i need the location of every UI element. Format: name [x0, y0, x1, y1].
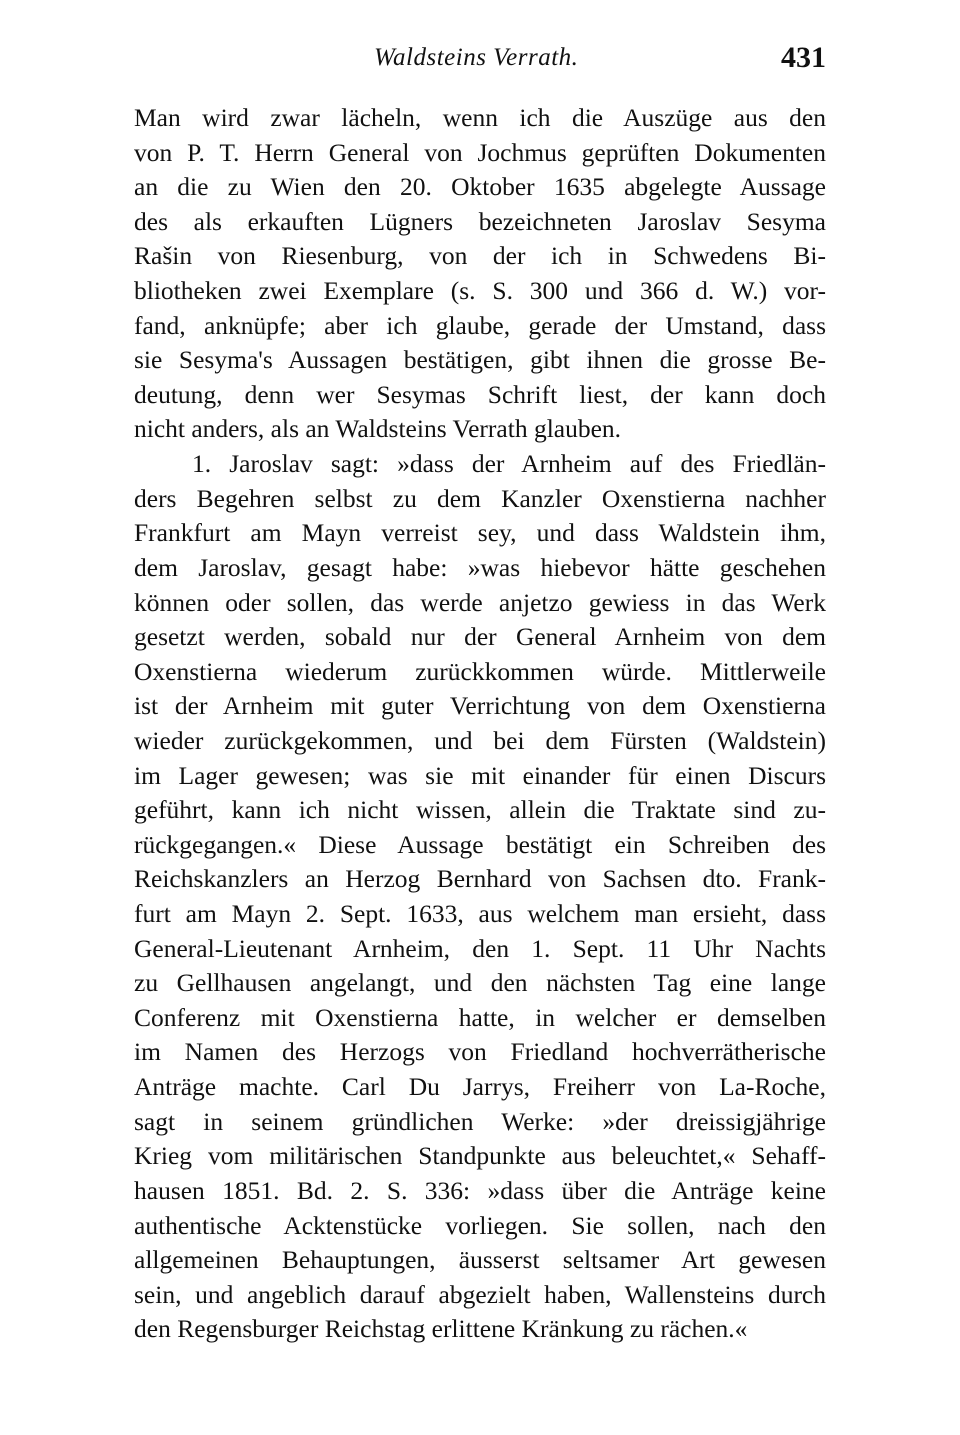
- text-line: ist der Arnheim mit guter Verrichtung von dem Oxenstierna: [134, 691, 826, 721]
- text-line: rückgegangen.« Diese Aussage bestätigt ein Schreiben des: [134, 829, 826, 859]
- text-line: Man wird zwar lächeln, wenn ich die Auszüge aus den: [134, 103, 826, 132]
- text-line: Anträge machte. Carl Du Jarrys, Freiherr von La-Roche,: [134, 1072, 826, 1102]
- text-line: Oxenstierna wiederum zurückkommen würde. Mittlerweile: [134, 656, 826, 686]
- text-line: Frankfurt am Mayn verreist sey, und dass Waldstein ihm,: [134, 518, 826, 548]
- text-line: General-Lieutenant Arnheim, den 1. Sept. 11 Uhr Nachts: [134, 933, 826, 963]
- text-line: zu Gellhausen angelangt, und den nächsten Tag eine lange: [134, 968, 826, 998]
- text-line: sagt in seinem gründlichen Werke: »der dreissigjährige: [134, 1106, 826, 1136]
- text-line: an die zu Wien den 20. Oktober 1635 abgelegte Aussage: [134, 172, 826, 202]
- text-line: Conferenz mit Oxenstierna hatte, in welcher er demselben: [134, 1002, 826, 1032]
- text-line: hausen 1851. Bd. 2. S. 336: »dass über die Anträge keine: [134, 1175, 826, 1205]
- text-line: können oder sollen, das werde anjetzo gewiess in das Werk: [134, 587, 826, 617]
- text-line: Reichskanzlers an Herzog Bernhard von Sachsen dto. Frank-: [134, 864, 826, 894]
- text-line: Krieg vom militärischen Standpunkte aus beleuchtet,« Sehaff-: [134, 1141, 826, 1171]
- text-line: bliotheken zwei Exemplare (s. S. 300 und 366 d. W.) vor-: [134, 276, 826, 306]
- text-line: den Regensburger Reichstag erlittene Kränkung zu rächen.«: [134, 1314, 748, 1344]
- text-line: furt am Mayn 2. Sept. 1633, aus welchem man ersieht, dass: [134, 899, 826, 929]
- text-line: 1. Jaroslav sagt: »dass der Arnheim auf des Friedlän-: [192, 449, 826, 479]
- text-line: im Namen des Herzogs von Friedland hochverrätherische: [134, 1037, 826, 1067]
- text-line: geführt, kann ich nicht wissen, allein die Traktate sind zu-: [134, 795, 826, 825]
- running-title: Waldsteins Verrath.: [374, 44, 579, 71]
- text-line: deutung, denn wer Sesymas Schrift liest, der kann doch: [134, 379, 826, 409]
- text-line: von P. T. Herrn General von Jochmus geprüften Dokumenten: [134, 137, 826, 167]
- text-line: allgemeinen Behauptungen, äusserst seltsamer Art gewesen: [134, 1245, 826, 1275]
- text-line: authentische Acktenstücke vorliegen. Sie sollen, nach den: [134, 1210, 826, 1240]
- text-line: ders Begehren selbst zu dem Kanzler Oxenstierna nachher: [134, 483, 826, 513]
- text-line: Rašin von Riesenburg, von der ich in Schwedens Bi-: [134, 241, 826, 271]
- text-line: gesetzt werden, sobald nur der General Arnheim von dem: [134, 622, 826, 652]
- text-line: im Lager gewesen; was sie mit einander für einen Discurs: [134, 760, 826, 790]
- body-text: [134, 101, 826, 1347]
- text-line: des als erkauften Lügners bezeichneten Jaroslav Sesyma: [134, 206, 826, 236]
- page-header: [134, 41, 826, 80]
- text-line: dem Jaroslav, gesagt habe: »was hiebevor hätte geschehen: [134, 552, 826, 582]
- text-line: sein, und angeblich darauf abgezielt haben, Wallensteins durch: [134, 1279, 826, 1309]
- page-number: 431: [781, 41, 826, 74]
- text-line: sie Sesyma's Aussagen bestätigen, gibt ihnen die grosse Be-: [134, 345, 826, 375]
- text-line: nicht anders, als an Waldsteins Verrath glauben.: [134, 414, 622, 444]
- text-line: fand, anknüpfe; aber ich glaube, gerade der Umstand, dass: [134, 310, 826, 340]
- text-line: wieder zurückgekommen, und bei dem Fürsten (Waldstein): [134, 725, 826, 755]
